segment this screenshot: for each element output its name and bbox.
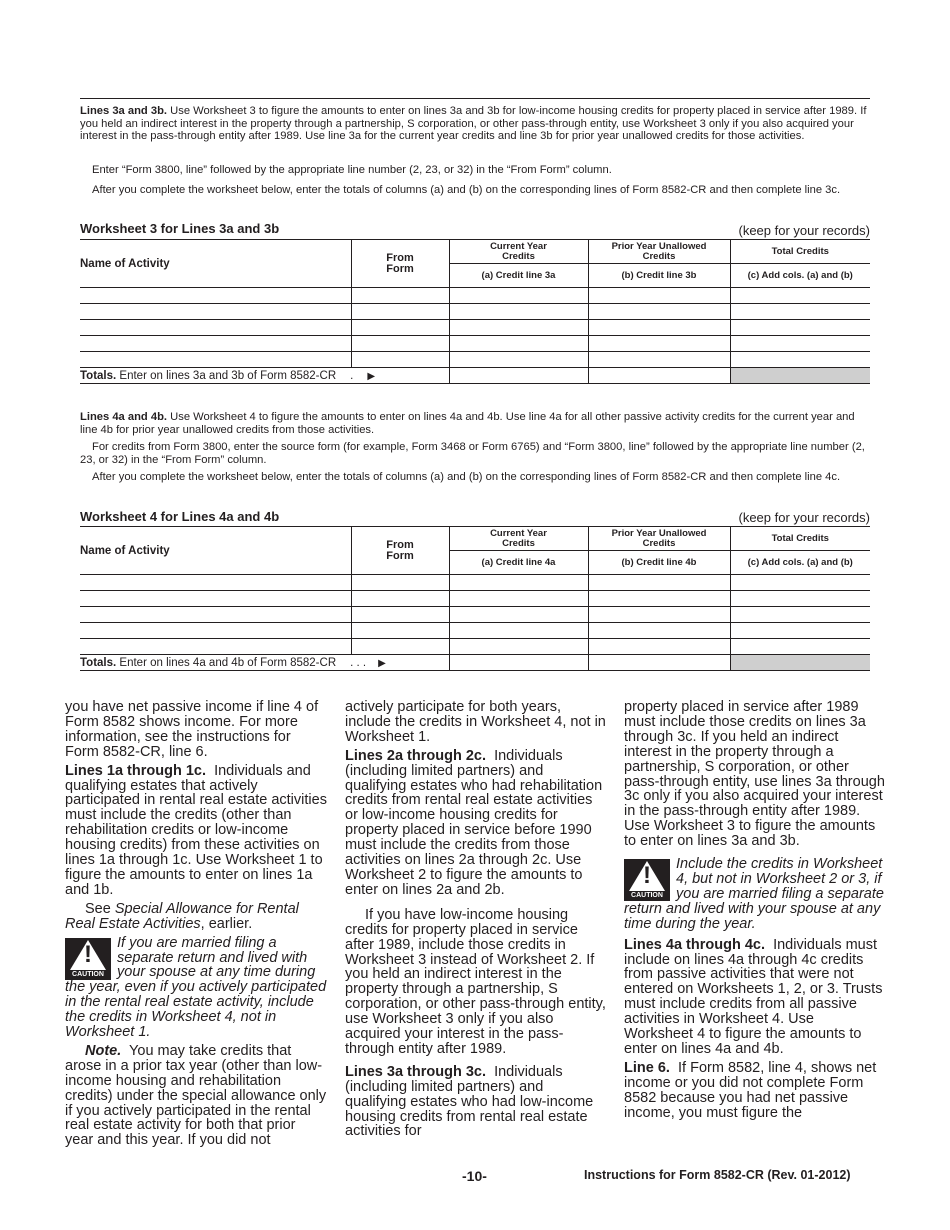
col-from-header: From Form [351,240,449,288]
footer-form-title: Instructions for Form 8582-CR (Rev. 01-2012) [584,1168,851,1182]
col2-heading-lines-3a-3c: Lines 3a through 3c. [345,1063,486,1080]
col1-paragraph-1: you have net passive income if line 4 of Form 8582 shows income. For more information, see the instructions for Form 8582-CR, line 6. [65,699,319,760]
worksheet3-title: Worksheet 3 for Lines 3a and 3b [80,221,280,236]
arrow-icon: ▶ [367,370,376,382]
col-c-subheader: (c) Add cols. (a) and (b) [730,551,870,575]
table-row [80,288,870,304]
col2-heading-lines-2a-2c: Lines 2a through 2c. [345,747,486,764]
table-row [80,591,870,607]
col-a-subheader: (a) Credit line 4a [449,551,588,575]
col-b-subheader: (b) Credit line 4b [588,551,730,575]
col3-paragraph-2: Lines 4a through 4c. Individuals must include on lines 4a through 4c credits from passive activities that were not entered on Worksheets 1, 2, or 3. Trusts must include credits from all passive activities in Worksheet 4. Use Worksheet 4 to figure the amounts to enter on lines 4a and 4b. [624,936,883,1057]
caution-icon: ! CAUTION [65,938,111,980]
table-row [80,639,870,655]
col-from-header: From Form [351,527,449,575]
text-column-3 [624,700,886,1124]
col-c-subheader: (c) Add cols. (a) and (b) [730,264,870,288]
totals-row [80,655,870,671]
table-row [80,320,870,336]
totals-row [80,368,870,384]
table-row [80,352,870,368]
table-row [80,607,870,623]
col-prior-year-header: Prior Year Unallowed Credits [588,240,730,264]
worksheet3-table [80,239,870,384]
arrow-icon: ▶ [378,657,386,669]
page-number: -10- [462,1168,487,1184]
section3-heading: Lines 3a and 3b. [80,105,168,117]
col-name-header: Name of Activity [80,527,351,575]
col-prior-year-header: Prior Year Unallowed Credits [588,527,730,551]
worksheet4-keep-note: (keep for your records) [738,510,870,525]
section3-paragraph-3: After you complete the worksheet below, enter the totals of columns (a) and (b) on the corresponding lines of Form 8582-CR and then complete line 3c. [92,184,841,196]
col-total-header: Total Credits [730,240,870,264]
worksheet4-table [80,526,870,671]
col1-heading-lines-1a-1c: Lines 1a through 1c. [65,762,206,779]
col-current-year-header: Current Year Credits [449,527,588,551]
col1-paragraph-2: Lines 1a through 1c. Individuals and qualifying estates that actively participated in rental real estate activities must include the credits (other than rehabilitation credits or low-income housing credits) from these activities on lines 1a through 1c. Use Worksheet 1 to figure the amounts to enter on lines 1a and 1b. [65,762,327,898]
col3-paragraph-3: Line 6. If Form 8582, line 4, shows net income or you did not complete Form 8582 because you had net passive income, you must figure the [624,1059,877,1121]
col3-heading-lines-4a-4c: Lines 4a through 4c. [624,936,765,953]
section4-paragraph-3: After you complete the worksheet below, enter the totals of columns (a) and (b) on the corresponding lines of Form 8582-CR and then complete line 4c. [92,471,841,483]
caution-text-1: If you are married filing a separate return and lived with your spouse at any time during the year, even if you actively participated in the rental real estate activity, include the credits in Worksheet 4, not in Worksheet 1. [65,934,327,1041]
col1-note: Note. You may take credits that arose in a prior tax year (other than low-income housing and rehabilitation credits) under the special allowance only if you actively participated in the rental real estate activity for both that prior year and this year. If you did not [65,1042,327,1149]
top-rule [80,98,870,99]
table-row [80,336,870,352]
table-row [80,623,870,639]
col-a-subheader: (a) Credit line 3a [449,264,588,288]
caution-note-1 [65,936,327,1040]
text-column-1 [65,700,327,1152]
section3-paragraph-2: Enter “Form 3800, line” followed by the appropriate line number (2, 23, or 32) in the “From Form” column. [92,164,612,176]
col3-paragraph-1: property placed in service after 1989 must include those credits on lines 3a through 3c. If you held an indirect interest in the property through a partnership, S corporation, or other pass-through entity, use lines 3a through 3c only if you also acquired your interest in the pass-through entity after 1989. Use Worksheet 3 to figure the amounts to enter on lines 3a and 3b. [624,699,885,850]
worksheet4-title: Worksheet 4 for Lines 4a and 4b [80,509,280,524]
worksheet3-keep-note: (keep for your records) [738,223,870,238]
caution-text-2: Include the credits in Worksheet 4, but not in Worksheet 2 or 3, if you are married filing a separate return and lived with your spouse at any time during the year. [624,856,884,932]
col3-heading-line-6: Line 6. [624,1059,670,1076]
caution-note-2 [624,857,886,932]
text-column-2 [345,700,607,1143]
col2-paragraph-3: If you have low-income housing credits for property placed in service after 1989, include those credits in Worksheet 3 instead of Worksheet 2. If you held an indirect interest in the property through a partnership, S corporation, or other pass-through entity, use Worksheet 3 only if you also acquired your interest in the pass-through entity after 1989. [345,906,606,1057]
section4-heading: Lines 4a and 4b. [80,411,168,423]
section4-paragraph [80,411,870,436]
col1-paragraph-3: See Special Allowance for Rental Real Estate Activities, earlier. [65,900,299,932]
col2-paragraph-4: Lines 3a through 3c. Individuals (including limited partners) and qualifying estates who had low-income housing credits from rental real estate activities for [345,1063,594,1140]
section4-paragraph-2: For credits from Form 3800, enter the source form (for example, Form 3468 or Form 6765) and “Form 3800, line” followed by the appropriate line number (2, 23, or 32) in the “From Form” column. [80,441,865,466]
totals-label: Totals. Enter on lines 3a and 3b of Form 8582-CR . ▶ [80,368,449,384]
section4-text: Use Worksheet 4 to figure the amounts to enter on lines 4a and 4b. Use line 4a for all other passive activity credits for the current year and line 4b for prior year unallowed credits from those activities. [80,411,855,436]
col-total-header: Total Credits [730,527,870,551]
col2-paragraph-1: actively participate for both years, include the credits in Worksheet 4, not in Worksheet 1. [345,699,606,745]
section3-paragraph [80,105,870,143]
totals-label: Totals. Enter on lines 4a and 4b of Form 8582-CR . . . ▶ [80,655,449,671]
col2-paragraph-2: Lines 2a through 2c. Individuals (including limited partners) and qualifying estates who had rehabilitation credits from rental real estate activities or low-income housing credits for property placed in service before 1990 must include the credits from those activities on lines 2a through 2c. Use Worksheet 2 to figure the amounts to enter on lines 2a and 2b. [345,747,603,898]
table-row [80,304,870,320]
table-row [80,575,870,591]
section3-text: Use Worksheet 3 to figure the amounts to enter on lines 3a and 3b for low-income housing credits for property placed in service after 1989. If you held an indirect interest in the property through a partnership, S corporation, or other pass-through entity, use Worksheet 3 only if you also acquired your interest in the pass-through entity after 1989. Use line 3a for the current year credits and line 3b for prior year unallowed credits for those activities. [80,105,867,143]
caution-icon: ! CAUTION [624,859,670,901]
col-name-header: Name of Activity [80,240,351,288]
col-b-subheader: (b) Credit line 3b [588,264,730,288]
col-current-year-header: Current Year Credits [449,240,588,264]
